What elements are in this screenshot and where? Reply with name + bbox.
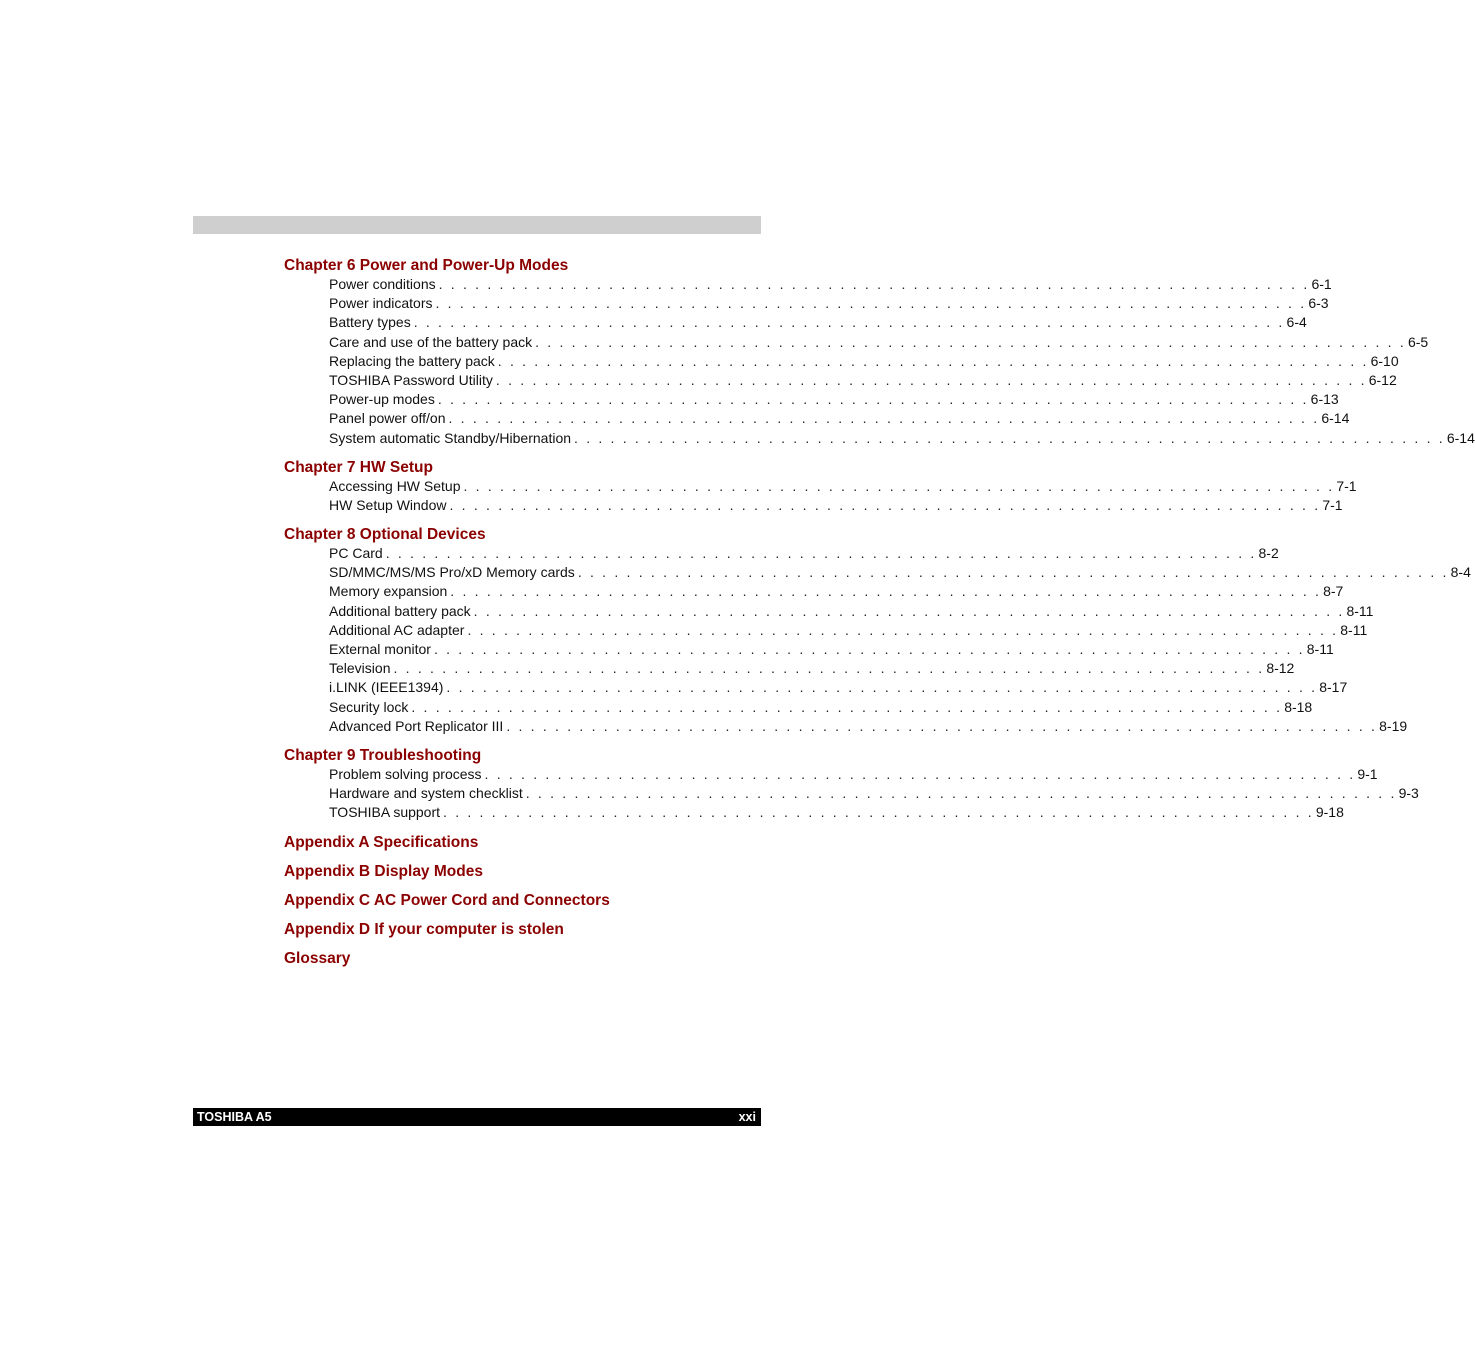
entry-page-number: 6-12 [1368, 371, 1397, 388]
entry-page-number: 9-3 [1398, 785, 1419, 802]
appendix-heading[interactable]: Glossary [284, 949, 351, 967]
footer-product-name: TOSHIBA A5 [197, 1110, 272, 1124]
entry-title: Power indicators [329, 295, 433, 312]
footer-page-number: xxi [738, 1110, 756, 1124]
toc-entry[interactable] [329, 477, 1357, 496]
toc-entry[interactable] [329, 333, 1429, 352]
toc-entry[interactable] [329, 371, 1397, 390]
chapter-section [284, 458, 1357, 515]
dot-leader: . . . . . . . . . . . . . . . . . . . . . . . . . . . . . . . . . . . . . . . . . . . . . . . . . . . . . . . . . . . . . . . . . . . . . . . . [577, 564, 1449, 581]
entry-page-number: 6-3 [1308, 295, 1329, 312]
toc-entry[interactable] [329, 803, 1344, 822]
toc-entry[interactable] [329, 352, 1399, 371]
dot-leader: . . . . . . . . . . . . . . . . . . . . . . . . . . . . . . . . . . . . . . . . . . . . . . . . . . . . . . . . . . . . . . . . . . . . . . . . [433, 641, 1305, 657]
entry-page-number: 8-11 [1346, 602, 1374, 619]
entry-page-number: 9-1 [1357, 765, 1378, 782]
entry-list [329, 477, 1357, 515]
toc-entry[interactable] [329, 390, 1339, 409]
entry-title: Panel power off/on [329, 410, 446, 427]
chapter-heading[interactable]: Chapter 7 HW Setup [284, 458, 433, 476]
entry-page-number: 8-11 [1306, 641, 1334, 657]
entry-page-number: 8-7 [1323, 583, 1344, 600]
entry-page-number: 6-14 [1446, 429, 1475, 446]
dot-leader: . . . . . . . . . . . . . . . . . . . . . . . . . . . . . . . . . . . . . . . . . . . . . . . . . . . . . . . . . . . . . . . . . . . . . . . . [393, 660, 1265, 677]
entry-page-number: 8-19 [1379, 717, 1408, 734]
entry-title: PC Card [329, 545, 383, 562]
dot-leader: . . . . . . . . . . . . . . . . . . . . . . . . . . . . . . . . . . . . . . . . . . . . . . . . . . . . . . . . . . . . . . . . . . . . . . . . [467, 621, 1339, 638]
entry-title: Advanced Port Replicator III [329, 717, 504, 734]
dot-leader: . . . . . . . . . . . . . . . . . . . . . . . . . . . . . . . . . . . . . . . . . . . . . . . . . . . . . . . . . . . . . . . . . . . . . . . . [443, 804, 1314, 821]
toc-entry[interactable] [329, 409, 1350, 428]
entry-title: Additional AC adapter [329, 621, 465, 638]
entry-title: Battery types [329, 314, 411, 331]
toc-entry[interactable] [329, 717, 1408, 736]
toc-entry[interactable] [329, 496, 1343, 515]
toc-entry[interactable] [329, 313, 1307, 332]
entry-title: Power conditions [329, 276, 436, 292]
entry-title: HW Setup Window [329, 496, 447, 513]
chapter-section [284, 525, 1471, 736]
entry-title: Care and use of the battery pack [329, 333, 533, 350]
toc-entry[interactable] [329, 563, 1471, 582]
entry-title: Replacing the battery pack [329, 352, 495, 369]
dot-leader: . . . . . . . . . . . . . . . . . . . . . . . . . . . . . . . . . . . . . . . . . . . . . . . . . . . . . . . . . . . . . . . . . . . . . . . . [525, 785, 1397, 802]
chapter-heading[interactable]: Chapter 8 Optional Devices [284, 526, 486, 544]
appendix-heading[interactable]: Appendix C AC Power Cord and Connectors [284, 891, 610, 909]
toc-entry[interactable] [329, 640, 1334, 659]
entry-page-number: 6-5 [1407, 333, 1429, 350]
dot-leader: . . . . . . . . . . . . . . . . . . . . . . . . . . . . . . . . . . . . . . . . . . . . . . . . . . . . . . . . . . . . . . . . . . . . . . . . [463, 477, 1335, 494]
entry-page-number: 6-4 [1286, 314, 1307, 331]
dot-leader: . . . . . . . . . . . . . . . . . . . . . . . . . . . . . . . . . . . . . . . . . . . . . . . . . . . . . . . . . . . . . . . . . . . . . . . . [473, 602, 1345, 619]
entry-title: TOSHIBA Password Utility [329, 371, 493, 388]
toc-entry[interactable] [329, 544, 1279, 563]
table-of-contents [284, 256, 1475, 978]
toc-entry[interactable] [329, 602, 1374, 621]
entry-page-number: 7-1 [1322, 496, 1343, 513]
dot-leader: . . . . . . . . . . . . . . . . . . . . . . . . . . . . . . . . . . . . . . . . . . . . . . . . . . . . . . . . . . . . . . . . . . . . . . . . [435, 295, 1307, 312]
entry-title: Power-up modes [329, 391, 435, 408]
entry-title: Television [329, 660, 391, 677]
entry-title: i.LINK (IEEE1394) [329, 679, 444, 696]
toc-entry[interactable] [329, 659, 1295, 678]
appendix-heading[interactable]: Appendix B Display Modes [284, 862, 483, 880]
entry-page-number: 9-18 [1315, 804, 1344, 821]
entry-page-number: 6-10 [1370, 352, 1399, 369]
toc-entry[interactable] [329, 582, 1344, 601]
toc-entry[interactable] [329, 698, 1313, 717]
entry-title: System automatic Standby/Hibernation [329, 429, 572, 446]
chapter-heading[interactable]: Chapter 9 Troubleshooting [284, 746, 482, 764]
appendix-heading[interactable]: Appendix D If your computer is stolen [284, 920, 564, 938]
entry-page-number: 8-17 [1319, 679, 1348, 696]
dot-leader: . . . . . . . . . . . . . . . . . . . . . . . . . . . . . . . . . . . . . . . . . . . . . . . . . . . . . . . . . . . . . . . . . . . . . . . . [446, 679, 1318, 696]
entry-title: Hardware and system checklist [329, 785, 523, 802]
entry-page-number: 6-14 [1321, 410, 1350, 427]
entry-page-number: 8-4 [1450, 564, 1471, 581]
dot-leader: . . . . . . . . . . . . . . . . . . . . . . . . . . . . . . . . . . . . . . . . . . . . . . . . . . . . . . . . . . . . . . . . . . . . . . . . [574, 429, 1445, 446]
entry-page-number: 8-2 [1258, 545, 1279, 562]
entry-title: External monitor [329, 641, 431, 657]
dot-leader: . . . . . . . . . . . . . . . . . . . . . . . . . . . . . . . . . . . . . . . . . . . . . . . . . . . . . . . . . . . . . . . . . . . . . . . . [535, 333, 1406, 350]
entry-title: Problem solving process [329, 765, 482, 782]
dot-leader: . . . . . . . . . . . . . . . . . . . . . . . . . . . . . . . . . . . . . . . . . . . . . . . . . . . . . . . . . . . . . . . . . . . . . . . . [497, 352, 1369, 369]
page-footer [193, 1108, 761, 1126]
entry-title: Additional battery pack [329, 602, 471, 619]
dot-leader: . . . . . . . . . . . . . . . . . . . . . . . . . . . . . . . . . . . . . . . . . . . . . . . . . . . . . . . . . . . . . . . . . . . . . . . . [438, 276, 1310, 292]
toc-entry[interactable] [329, 275, 1332, 294]
chapter-section [284, 746, 1419, 823]
toc-entry[interactable] [329, 621, 1368, 640]
entry-page-number: 6-1 [1311, 276, 1332, 292]
dot-leader: . . . . . . . . . . . . . . . . . . . . . . . . . . . . . . . . . . . . . . . . . . . . . . . . . . . . . . . . . . . . . . . . . . . . . . . . [495, 371, 1367, 388]
entry-title: Accessing HW Setup [329, 477, 461, 494]
dot-leader: . . . . . . . . . . . . . . . . . . . . . . . . . . . . . . . . . . . . . . . . . . . . . . . . . . . . . . . . . . . . . . . . . . . . . . . . [437, 391, 1309, 408]
entry-page-number: 8-11 [1340, 621, 1368, 638]
toc-entry[interactable] [329, 429, 1475, 448]
toc-entry[interactable] [329, 784, 1419, 803]
dot-leader: . . . . . . . . . . . . . . . . . . . . . . . . . . . . . . . . . . . . . . . . . . . . . . . . . . . . . . . . . . . . . . . . . . . . . . . . [411, 698, 1283, 715]
entry-title: SD/MMC/MS/MS Pro/xD Memory cards [329, 564, 575, 581]
entry-list [329, 275, 1475, 448]
entry-list [329, 544, 1471, 736]
dot-leader: . . . . . . . . . . . . . . . . . . . . . . . . . . . . . . . . . . . . . . . . . . . . . . . . . . . . . . . . . . . . . . . . . . . . . . . . [448, 410, 1320, 427]
entry-title: Memory expansion [329, 583, 448, 600]
appendix-heading[interactable]: Appendix A Specifications [284, 833, 479, 851]
dot-leader: . . . . . . . . . . . . . . . . . . . . . . . . . . . . . . . . . . . . . . . . . . . . . . . . . . . . . . . . . . . . . . . . . . . . . . . . [449, 496, 1321, 513]
toc-entry[interactable] [329, 294, 1329, 313]
dot-leader: . . . . . . . . . . . . . . . . . . . . . . . . . . . . . . . . . . . . . . . . . . . . . . . . . . . . . . . . . . . . . . . . . . . . . . . . [484, 765, 1356, 782]
header-bar [193, 216, 761, 234]
entry-page-number: 6-13 [1310, 391, 1339, 408]
toc-entry[interactable] [329, 678, 1348, 697]
entry-page-number: 8-12 [1266, 660, 1295, 677]
dot-leader: . . . . . . . . . . . . . . . . . . . . . . . . . . . . . . . . . . . . . . . . . . . . . . . . . . . . . . . . . . . . . . . . . . . . . . . . [413, 314, 1285, 331]
entry-title: Security lock [329, 698, 409, 715]
dot-leader: . . . . . . . . . . . . . . . . . . . . . . . . . . . . . . . . . . . . . . . . . . . . . . . . . . . . . . . . . . . . . . . . . . . . . . . . [506, 717, 1378, 734]
entry-page-number: 8-18 [1284, 698, 1313, 715]
entry-title: TOSHIBA support [329, 804, 441, 821]
chapter-heading[interactable]: Chapter 6 Power and Power-Up Modes [284, 257, 569, 274]
dot-leader: . . . . . . . . . . . . . . . . . . . . . . . . . . . . . . . . . . . . . . . . . . . . . . . . . . . . . . . . . . . . . . . . . . . . . . . . [385, 545, 1257, 562]
chapter-section [284, 256, 1475, 448]
entry-list [329, 765, 1419, 823]
toc-entry[interactable] [329, 765, 1378, 784]
entry-page-number: 7-1 [1336, 477, 1357, 494]
dot-leader: . . . . . . . . . . . . . . . . . . . . . . . . . . . . . . . . . . . . . . . . . . . . . . . . . . . . . . . . . . . . . . . . . . . . . . . . [450, 583, 1322, 600]
